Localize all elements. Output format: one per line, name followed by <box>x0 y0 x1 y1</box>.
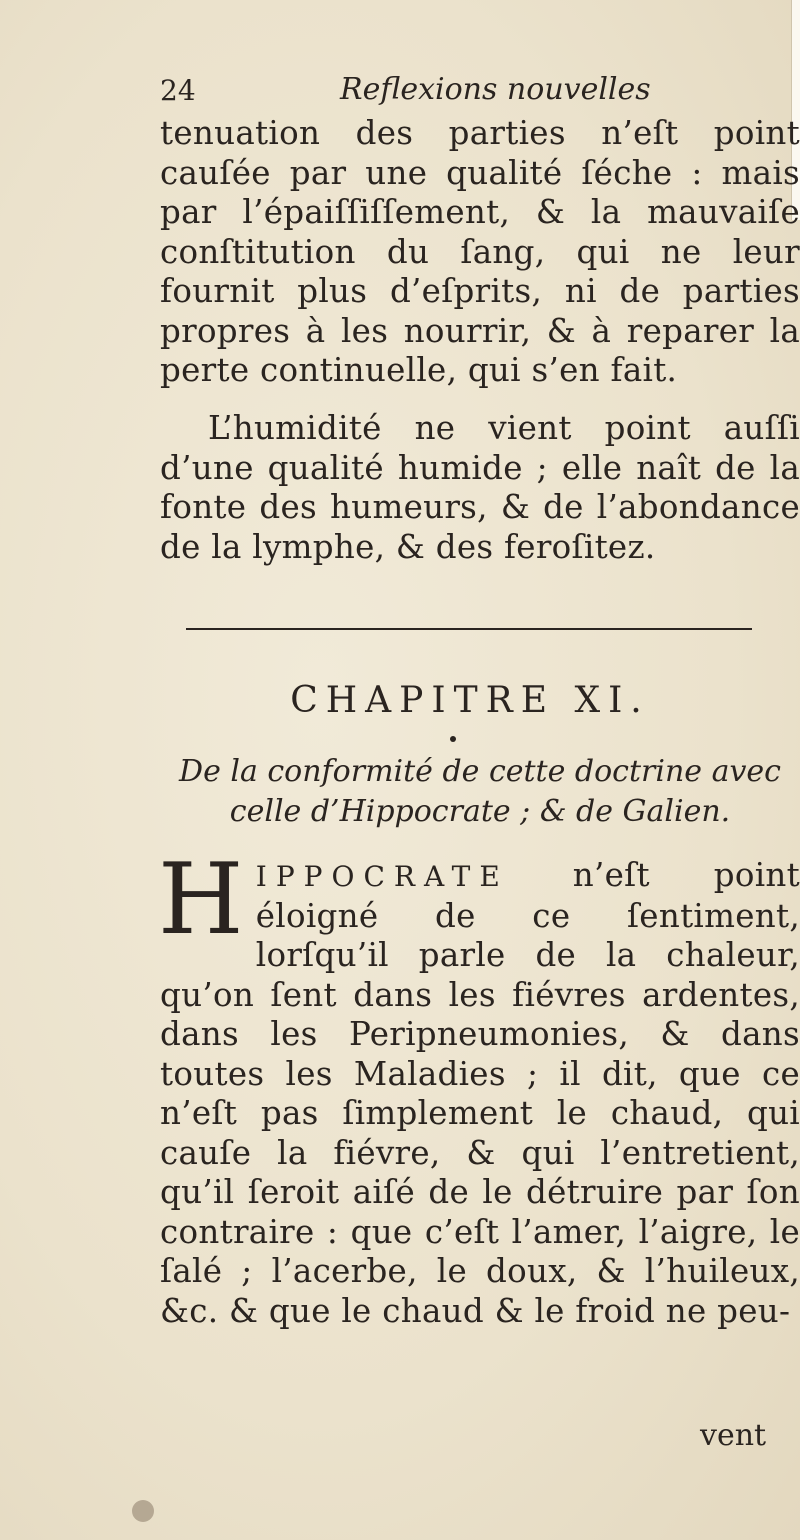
paragraph-2-text: L’humidité ne vient point auſſi d’une qualité humide ; elle naît de la fonte des humeurs, & de l’abondance de la lymphe, & des feroſitez. <box>160 409 800 566</box>
small-caps-word: IPPOCRATE <box>255 860 509 893</box>
paragraph-3-body: n’eſt point éloigné de ce ſentiment, lorſqu’il parle de la chaleur, qu’on ſent dans les fiévres ardentes, dans les Peripneumonies, & dans toutes les Maladies ; il dit, que ce n’eſt pas ſimplement le chaud, qui cauſe la fiévre, & qui l’entretient, qu’il ſeroit aiſé de le détruire par ſon contraire : que c’eſt l’amer, l’aigre, le ſalé ; l’acerbe, le doux, & l’huileux, &c. & que le chaud & le froid ne peu- <box>160 856 800 1330</box>
ornament-dot <box>450 736 456 742</box>
drop-cap: H <box>158 843 244 957</box>
chapter-subtitle-line-1: De la conformité de cette doctrine avec <box>179 754 781 789</box>
paragraph-1 <box>160 114 800 391</box>
paragraph-3 <box>158 843 800 1331</box>
paragraph-1-text: tenuation des parties n’eſt point cauſée par une qualité ſéche : mais par l’épaiſſiſſement, & la mauvaiſe conſtitution du ſang, qui ne leur fournit plus d’eſprits, ni de parties propres à les nourrir, & à reparer la perte continuelle, qui s’en fait. <box>160 114 800 389</box>
chapter-subtitle <box>160 752 800 832</box>
running-head <box>160 72 800 112</box>
paragraph-3-text <box>158 843 800 1331</box>
chapter-subtitle-line-2: celle d’Hippocrate ; & de Galien. <box>229 794 731 829</box>
section-rule <box>186 628 752 630</box>
catchword: vent <box>700 1418 767 1453</box>
running-title: Reflexions nouvelles <box>340 72 651 107</box>
paper-stain <box>132 1500 154 1522</box>
paragraph-2 <box>160 409 800 567</box>
chapter-heading: CHAPITRE XI. <box>290 680 650 721</box>
page-number: 24 <box>160 74 196 107</box>
